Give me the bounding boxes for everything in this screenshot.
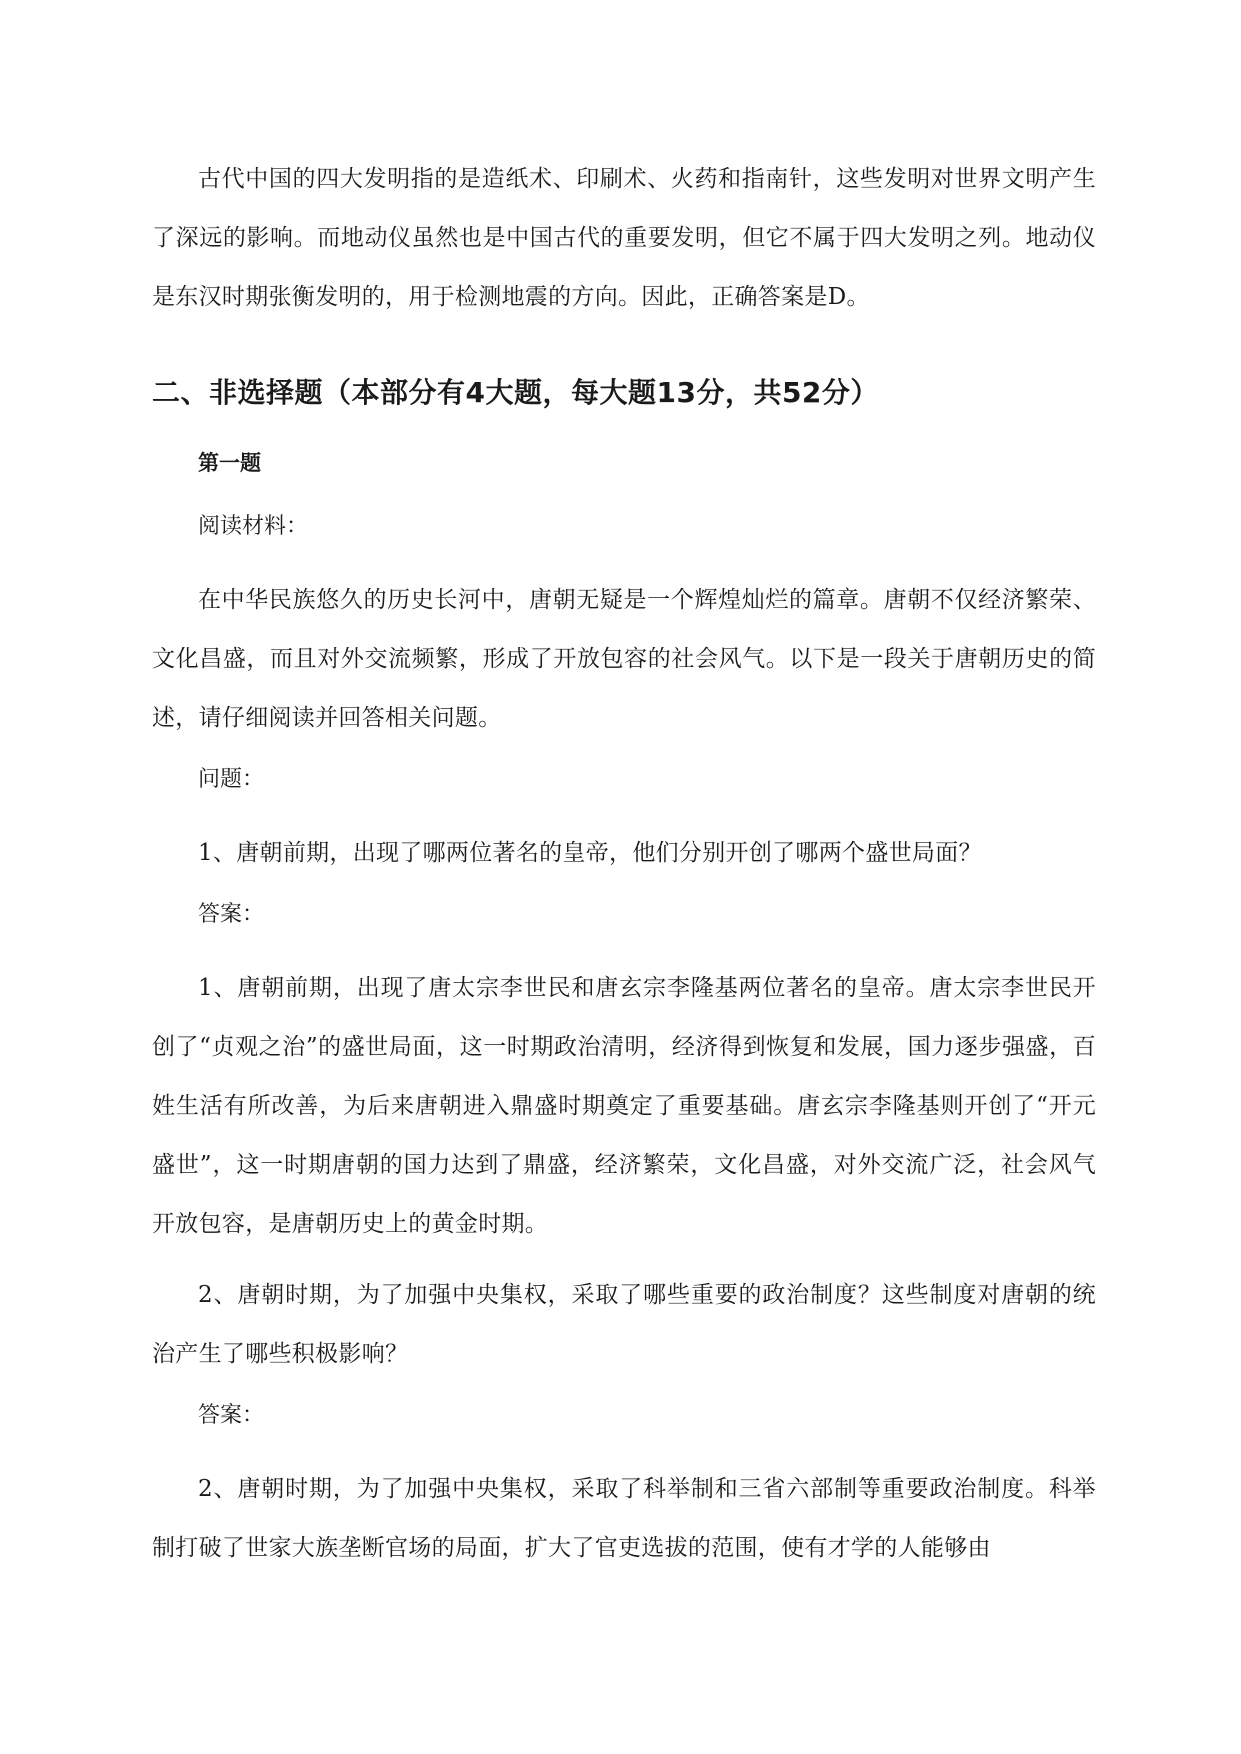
questions-label: 问题：: [198, 767, 265, 792]
material-label: 阅读材料：: [198, 514, 309, 539]
answer-1-2: 2、唐朝时期，为了加强中央集权，采取了科举制和三省六部制等重要政治制度。科举制打破了世家大族垄断官场的局面，扩大了官吏选拔的范围，使有才学的人能够由: [152, 1476, 1096, 1561]
question-1-title: 第一题: [198, 451, 261, 475]
document-page: [152, 150, 1096, 1590]
question-1-1: 1、唐朝前期，出现了哪两位著名的皇帝，他们分别开创了哪两个盛世局面？: [198, 840, 982, 866]
intro-paragraph: 古代中国的四大发明指的是造纸术、印刷术、火药和指南针，这些发明对世界文明产生了深远的影响。而地动仪虽然也是中国古代的重要发明，但它不属于四大发明之列。地动仪是东汉时期张衡发明的，用于检测地震的方向。因此，正确答案是D。: [152, 166, 1096, 310]
question-1-2: 2、唐朝时期，为了加强中央集权，采取了哪些重要的政治制度？这些制度对唐朝的统治产生了哪些积极影响？: [152, 1282, 1096, 1367]
material-text: 在中华民族悠久的历史长河中，唐朝无疑是一个辉煌灿烂的篇章。唐朝不仅经济繁荣、文化昌盛，而且对外交流频繁，形成了开放包容的社会风气。以下是一段关于唐朝历史的简述，请仔细阅读并回答相关问题。: [152, 587, 1096, 731]
section-title: 二、非选择题（本部分有4大题，每大题13分，共52分）: [152, 376, 879, 409]
answer-1-1: 1、唐朝前期，出现了唐太宗李世民和唐玄宗李隆基两位著名的皇帝。唐太宗李世民开创了“贞观之治”的盛世局面，这一时期政治清明，经济得到恢复和发展，国力逐步强盛，百姓生活有所改善，为后来唐朝进入鼎盛时期奠定了重要基础。唐玄宗李隆基则开创了“开元盛世”，这一时期唐朝的国力达到了鼎盛，经济繁荣，文化昌盛，对外交流广泛，社会风气开放包容，是唐朝历史上的黄金时期。: [152, 975, 1096, 1237]
answer-label-2: 答案：: [198, 1403, 265, 1428]
answer-label-1: 答案：: [198, 902, 265, 927]
